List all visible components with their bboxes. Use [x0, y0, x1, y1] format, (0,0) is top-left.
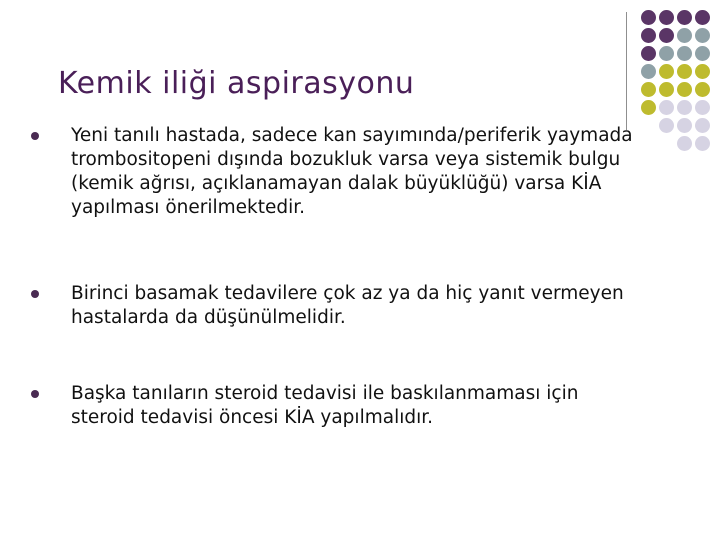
decorative-dot: [695, 64, 710, 79]
decorative-dot: [695, 82, 710, 97]
bullet-marker: [31, 390, 39, 398]
decorative-dot: [659, 100, 674, 115]
decorative-dot: [641, 28, 656, 43]
decorative-dot: [641, 10, 656, 25]
dot-spacer: [641, 136, 656, 151]
decorative-dot: [641, 64, 656, 79]
decorative-dot: [695, 118, 710, 133]
decorative-dot: [677, 46, 692, 61]
dot-spacer: [641, 118, 656, 133]
decorative-dot: [641, 100, 656, 115]
decorative-dot: [659, 10, 674, 25]
decorative-dot: [677, 136, 692, 151]
dot-spacer: [659, 136, 674, 151]
decorative-dot: [677, 100, 692, 115]
bullet-marker: [31, 132, 39, 140]
decorative-dot: [677, 118, 692, 133]
decorative-dot: [659, 82, 674, 97]
decorative-dot: [695, 10, 710, 25]
decorative-dot: [677, 10, 692, 25]
decorative-dot: [695, 136, 710, 151]
bullet-text: Yeni tanılı hastada, sadece kan sayımında/periferik yaymada trombositopeni dışında bozukluk varsa veya sistemik bulgu (kemik ağrısı, açıklanamayan dalak büyüklüğü) varsa KİA yapılması önerilmektedir.: [71, 125, 633, 218]
slide-title: Kemik iliği aspirasyonu: [58, 66, 415, 101]
decorative-dot-grid: [641, 10, 710, 151]
decorative-dot: [659, 64, 674, 79]
decorative-dot: [677, 64, 692, 79]
bullet-text: Başka tanıların steroid tedavisi ile baskılanmaması için steroid tedavisi öncesi KİA yapılmalıdır.: [71, 383, 579, 428]
decorative-dot: [695, 100, 710, 115]
decorative-dot: [641, 46, 656, 61]
decorative-dot: [677, 28, 692, 43]
decorative-dot: [695, 28, 710, 43]
decorative-dot: [659, 28, 674, 43]
decorative-dot: [677, 82, 692, 97]
decorative-dot: [641, 82, 656, 97]
decorative-dot: [659, 46, 674, 61]
vertical-divider: [626, 12, 627, 130]
bullet-text: Birinci basamak tedavilere çok az ya da hiç yanıt vermeyen hastalarda da düşünülmelidir.: [71, 283, 624, 328]
decorative-dot: [659, 118, 674, 133]
bullet-marker: [31, 290, 39, 298]
decorative-dot: [695, 46, 710, 61]
